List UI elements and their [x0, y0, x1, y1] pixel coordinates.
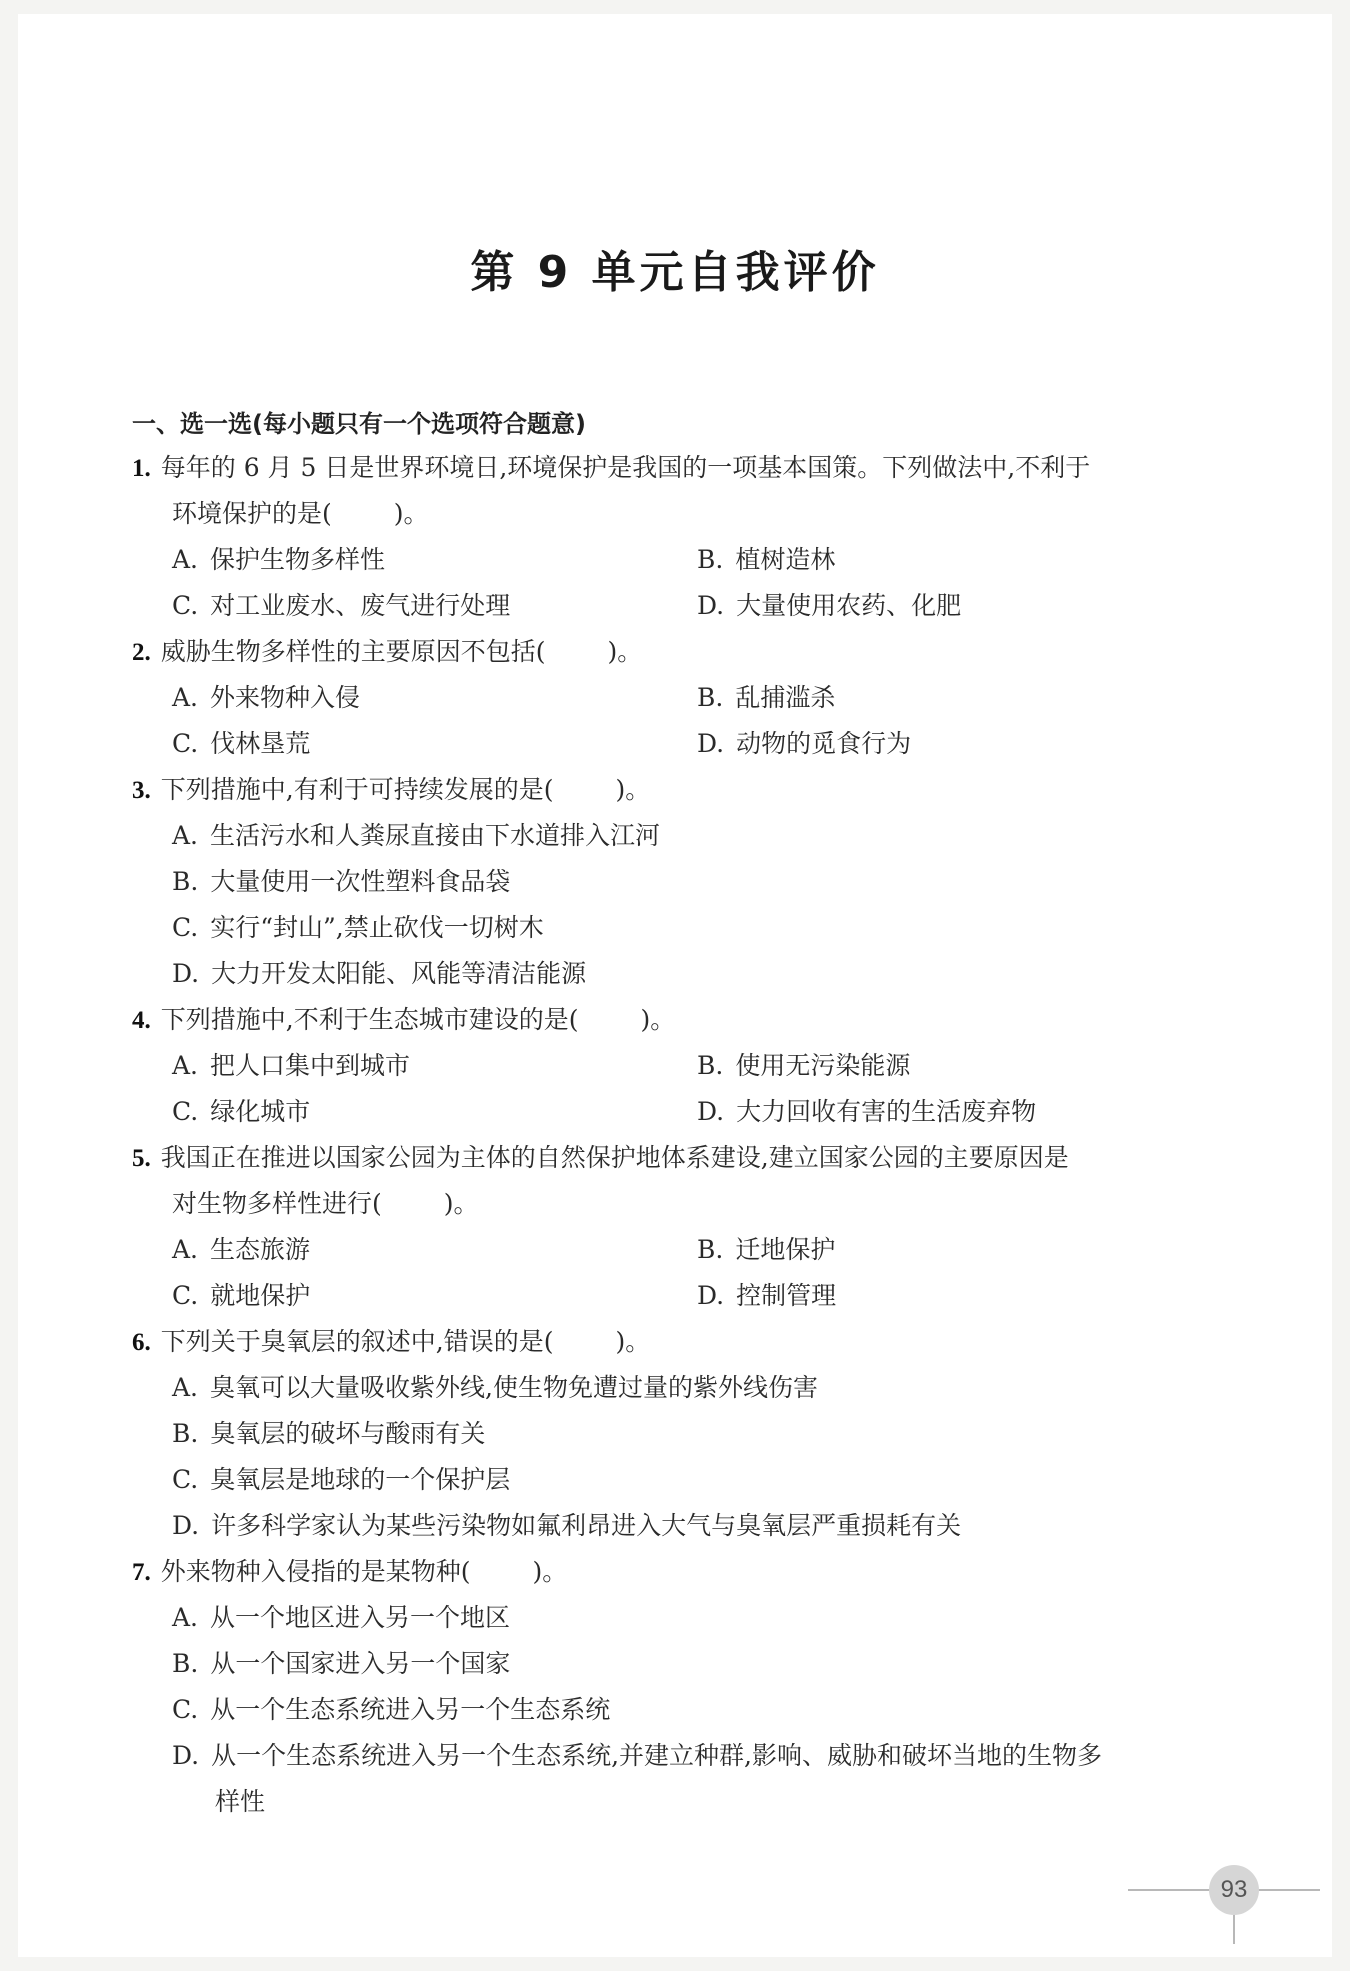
option-text: 臭氧可以大量吸收紫外线,使生物免遭过量的紫外线伤害 [210, 1373, 818, 1402]
question-stem: 外来物种入侵指的是某物种( [160, 1557, 471, 1586]
option-text: 从一个国家进入另一个国家 [210, 1649, 511, 1678]
option-b [697, 1049, 910, 1083]
option-letter: B. [172, 1649, 199, 1678]
option-a [172, 1601, 510, 1635]
option-a [172, 1233, 310, 1267]
option-text: 臭氧层的破坏与酸雨有关 [210, 1419, 486, 1448]
option-a [172, 1049, 410, 1083]
option-letter: C. [172, 913, 199, 942]
option-c [172, 1463, 510, 1497]
question-stem-end: )。 [393, 499, 429, 528]
option-d [697, 727, 911, 761]
option-a [172, 681, 360, 715]
option-text: 迁地保护 [735, 1235, 836, 1264]
option-c [172, 911, 544, 945]
option-text: 从一个地区进入另一个地区 [210, 1603, 511, 1632]
option-a [172, 1371, 818, 1405]
option-text: 生态旅游 [210, 1235, 311, 1264]
option-text: 大量使用一次性塑料食品袋 [210, 867, 511, 896]
question-4 [132, 1003, 675, 1038]
option-letter: A. [172, 1373, 199, 1402]
option-letter: A. [172, 821, 199, 850]
option-d-continued: 样性 [215, 1787, 266, 1816]
option-text: 许多科学家认为某些污染物如氟利昂进入大气与臭氧层严重损耗有关 [211, 1511, 962, 1540]
option-text: 大力开发太阳能、风能等清洁能源 [211, 959, 587, 988]
option-d [172, 1509, 961, 1543]
option-text: 保护生物多样性 [210, 545, 386, 574]
option-text: 实行“封山”,禁止砍伐一切树木 [210, 913, 544, 942]
option-c [172, 1095, 310, 1129]
question-stem-end: )。 [615, 1327, 651, 1356]
page-title: 第 9 单元自我评价 [470, 247, 880, 298]
option-text: 对工业废水、废气进行处理 [210, 591, 511, 620]
question-stem: 我国正在推进以国家公园为主体的自然保护地体系建设,建立国家公园的主要原因是 [160, 1143, 1069, 1172]
option-letter: B. [697, 545, 724, 574]
option-b [697, 681, 835, 715]
option-letter: C. [172, 1281, 199, 1310]
question-stem: 下列关于臭氧层的叙述中,错误的是( [160, 1327, 554, 1356]
option-letter: A. [172, 545, 199, 574]
option-d [172, 957, 586, 991]
option-letter: D. [697, 729, 725, 758]
question-stem: 威胁生物多样性的主要原因不包括( [160, 637, 546, 666]
option-letter: D. [172, 959, 200, 988]
option-text: 从一个生态系统进入另一个生态系统,并建立种群,影响、威胁和破坏当地的生物多 [211, 1741, 1103, 1770]
option-text: 大力回收有害的生活废弃物 [736, 1097, 1037, 1126]
option-a [172, 819, 660, 853]
option-letter: C. [172, 1097, 199, 1126]
option-b [172, 865, 510, 899]
question-6 [132, 1325, 650, 1360]
option-letter: A. [172, 1051, 199, 1080]
footer-rule-left [1128, 1889, 1210, 1891]
option-text: 植树造林 [735, 545, 836, 574]
option-letter: D. [172, 1511, 200, 1540]
option-letter: B. [697, 1235, 724, 1264]
option-c [172, 589, 510, 623]
option-text: 乱捕滥杀 [735, 683, 836, 712]
question-stem-end: )。 [615, 775, 651, 804]
option-letter: B. [697, 683, 724, 712]
section-heading: 一、选一选(每小题只有一个选项符合题意) [132, 410, 586, 438]
question-5-stem-line2 [172, 1187, 479, 1221]
option-d [697, 1095, 1036, 1129]
option-b [697, 1233, 835, 1267]
option-text: 控制管理 [736, 1281, 837, 1310]
question-stem-end: )。 [607, 637, 643, 666]
option-letter: C. [172, 1465, 199, 1494]
option-d [172, 1739, 1102, 1773]
question-1 [132, 451, 1090, 486]
option-letter: A. [172, 1235, 199, 1264]
question-stem-end: )。 [532, 1557, 568, 1586]
question-stem: 每年的 6 月 5 日是世界环境日,环境保护是我国的一项基本国策。下列做法中,不利于 [160, 453, 1091, 482]
option-text: 绿化城市 [210, 1097, 311, 1126]
question-stem: 对生物多样性进行( [172, 1189, 382, 1218]
question-stem-end: )。 [640, 1005, 676, 1034]
question-1-stem-line2 [172, 497, 429, 531]
option-text: 就地保护 [210, 1281, 311, 1310]
footer-rule-vertical [1233, 1914, 1235, 1944]
option-text: 从一个生态系统进入另一个生态系统 [210, 1695, 611, 1724]
option-letter: C. [172, 591, 199, 620]
question-number: 1. [132, 455, 151, 482]
option-text: 臭氧层是地球的一个保护层 [210, 1465, 511, 1494]
question-stem: 下列措施中,不利于生态城市建设的是( [160, 1005, 579, 1034]
question-number: 7. [132, 1559, 151, 1586]
option-letter: C. [172, 729, 199, 758]
option-a [172, 543, 385, 577]
option-text: 大量使用农药、化肥 [736, 591, 962, 620]
option-c [172, 727, 310, 761]
question-stem-end: )。 [443, 1189, 479, 1218]
question-3 [132, 773, 650, 808]
option-text: 伐林垦荒 [210, 729, 311, 758]
option-text: 外来物种入侵 [210, 683, 361, 712]
question-5 [132, 1141, 1069, 1176]
option-text: 动物的觅食行为 [736, 729, 912, 758]
option-letter: B. [172, 1419, 199, 1448]
footer-rule-right [1258, 1889, 1320, 1891]
question-stem: 环境保护的是( [172, 499, 332, 528]
question-stem: 下列措施中,有利于可持续发展的是( [160, 775, 554, 804]
option-c [172, 1693, 610, 1727]
option-d [697, 589, 961, 623]
option-b [697, 543, 835, 577]
option-b [172, 1647, 510, 1681]
option-letter: B. [697, 1051, 724, 1080]
question-2 [132, 635, 642, 670]
option-letter: C. [172, 1695, 199, 1724]
option-text: 使用无污染能源 [735, 1051, 911, 1080]
option-d [697, 1279, 836, 1313]
option-letter: B. [172, 867, 199, 896]
question-number: 5. [132, 1145, 151, 1172]
question-7 [132, 1555, 567, 1590]
question-number: 4. [132, 1007, 151, 1034]
option-letter: D. [697, 1097, 725, 1126]
question-number: 3. [132, 777, 151, 804]
option-letter: D. [697, 1281, 725, 1310]
option-letter: A. [172, 683, 199, 712]
option-letter: D. [697, 591, 725, 620]
question-number: 2. [132, 639, 151, 666]
question-number: 6. [132, 1329, 151, 1356]
option-letter: D. [172, 1741, 200, 1770]
option-text: 生活污水和人粪尿直接由下水道排入江河 [210, 821, 661, 850]
option-text: 把人口集中到城市 [210, 1051, 411, 1080]
option-b [172, 1417, 485, 1451]
option-c [172, 1279, 310, 1313]
option-letter: A. [172, 1603, 199, 1632]
page-number: 93 [1209, 1865, 1259, 1915]
